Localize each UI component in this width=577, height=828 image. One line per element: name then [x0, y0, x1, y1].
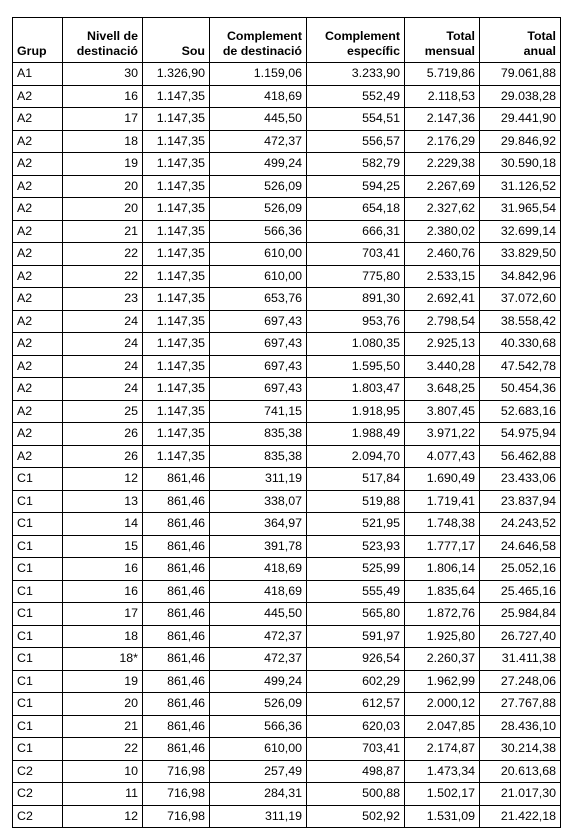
table-row	[13, 63, 561, 86]
cell-total-mensual: 2.380,02	[405, 220, 480, 243]
cell-complement-especific: 775,80	[307, 265, 405, 288]
cell-sou: 1.147,35	[143, 175, 210, 198]
col-header-line: Total	[446, 29, 475, 43]
cell-total-anual: 29.846,92	[480, 130, 561, 153]
cell-complement-destinacio: 1.159,06	[210, 63, 307, 86]
cell-sou: 716,98	[143, 760, 210, 783]
cell-complement-especific: 612,57	[307, 693, 405, 716]
cell-complement-destinacio: 445,50	[210, 603, 307, 626]
cell-complement-destinacio: 653,76	[210, 288, 307, 311]
cell-complement-especific: 1.595,50	[307, 355, 405, 378]
cell-sou: 1.147,35	[143, 288, 210, 311]
cell-nivell: 16	[63, 558, 143, 581]
table-row	[13, 310, 561, 333]
cell-total-mensual: 1.835,64	[405, 580, 480, 603]
cell-total-anual: 79.061,88	[480, 63, 561, 86]
cell-complement-especific: 525,99	[307, 558, 405, 581]
cell-complement-especific: 554,51	[307, 108, 405, 131]
cell-total-anual: 27.248,06	[480, 670, 561, 693]
cell-complement-especific: 519,88	[307, 490, 405, 513]
col-header-line: anual	[523, 44, 556, 58]
cell-complement-especific: 1.918,95	[307, 400, 405, 423]
cell-total-anual: 32.699,14	[480, 220, 561, 243]
cell-total-anual: 47.542,78	[480, 355, 561, 378]
cell-nivell: 26	[63, 423, 143, 446]
cell-complement-especific: 654,18	[307, 198, 405, 221]
cell-complement-especific: 620,03	[307, 715, 405, 738]
cell-grup: A2	[13, 175, 63, 198]
cell-sou: 716,98	[143, 805, 210, 828]
cell-grup: C1	[13, 625, 63, 648]
cell-complement-destinacio: 472,37	[210, 130, 307, 153]
table-row	[13, 738, 561, 761]
cell-complement-destinacio: 610,00	[210, 243, 307, 266]
cell-complement-destinacio: 257,49	[210, 760, 307, 783]
cell-total-mensual: 2.925,13	[405, 333, 480, 356]
cell-complement-destinacio: 499,24	[210, 153, 307, 176]
header-row	[13, 18, 561, 63]
cell-nivell: 11	[63, 783, 143, 806]
table-row	[13, 108, 561, 131]
col-header-line: destinació	[76, 44, 138, 58]
cell-complement-destinacio: 741,15	[210, 400, 307, 423]
cell-complement-especific: 953,76	[307, 310, 405, 333]
col-header-complement-especific	[307, 18, 405, 63]
col-header-line: Nivell de	[87, 29, 138, 43]
cell-nivell: 16	[63, 85, 143, 108]
table-row	[13, 400, 561, 423]
salary-table	[12, 17, 561, 828]
cell-sou: 861,46	[143, 535, 210, 558]
col-header-line: mensual	[424, 44, 475, 58]
cell-total-anual: 56.462,88	[480, 445, 561, 468]
cell-grup: C1	[13, 490, 63, 513]
cell-complement-destinacio: 697,43	[210, 310, 307, 333]
cell-nivell: 16	[63, 580, 143, 603]
cell-nivell: 22	[63, 265, 143, 288]
cell-nivell: 18	[63, 625, 143, 648]
cell-total-mensual: 5.719,86	[405, 63, 480, 86]
cell-grup: C1	[13, 648, 63, 671]
cell-complement-especific: 500,88	[307, 783, 405, 806]
cell-total-mensual: 2.692,41	[405, 288, 480, 311]
cell-sou: 861,46	[143, 738, 210, 761]
cell-nivell: 13	[63, 490, 143, 513]
col-header-sou	[143, 18, 210, 63]
cell-total-anual: 34.842,96	[480, 265, 561, 288]
cell-complement-especific: 565,80	[307, 603, 405, 626]
cell-total-mensual: 1.777,17	[405, 535, 480, 558]
table-row	[13, 535, 561, 558]
cell-total-mensual: 2.176,29	[405, 130, 480, 153]
cell-nivell: 17	[63, 603, 143, 626]
cell-total-mensual: 1.748,38	[405, 513, 480, 536]
cell-grup: A2	[13, 333, 63, 356]
cell-total-anual: 31.126,52	[480, 175, 561, 198]
col-header-grup	[13, 18, 63, 63]
cell-grup: C1	[13, 603, 63, 626]
cell-complement-especific: 891,30	[307, 288, 405, 311]
cell-complement-especific: 703,41	[307, 738, 405, 761]
cell-sou: 861,46	[143, 625, 210, 648]
cell-sou: 716,98	[143, 783, 210, 806]
cell-total-anual: 54.975,94	[480, 423, 561, 446]
cell-complement-especific: 703,41	[307, 243, 405, 266]
table-row	[13, 490, 561, 513]
cell-sou: 861,46	[143, 693, 210, 716]
cell-sou: 1.147,35	[143, 85, 210, 108]
cell-sou: 1.147,35	[143, 400, 210, 423]
cell-complement-destinacio: 418,69	[210, 558, 307, 581]
cell-total-anual: 27.767,88	[480, 693, 561, 716]
cell-complement-destinacio: 364,97	[210, 513, 307, 536]
cell-total-anual: 28.436,10	[480, 715, 561, 738]
cell-total-anual: 37.072,60	[480, 288, 561, 311]
cell-total-mensual: 2.327,62	[405, 198, 480, 221]
salary-table-container	[12, 17, 561, 828]
cell-nivell: 15	[63, 535, 143, 558]
table-row	[13, 130, 561, 153]
cell-complement-especific: 552,49	[307, 85, 405, 108]
cell-total-anual: 29.441,90	[480, 108, 561, 131]
cell-grup: C1	[13, 580, 63, 603]
cell-nivell: 26	[63, 445, 143, 468]
cell-complement-especific: 523,93	[307, 535, 405, 558]
cell-nivell: 23	[63, 288, 143, 311]
cell-total-anual: 40.330,68	[480, 333, 561, 356]
cell-nivell: 24	[63, 355, 143, 378]
cell-sou: 1.147,35	[143, 333, 210, 356]
cell-grup: C2	[13, 783, 63, 806]
cell-sou: 1.147,35	[143, 243, 210, 266]
cell-grup: A1	[13, 63, 63, 86]
cell-nivell: 22	[63, 243, 143, 266]
cell-sou: 861,46	[143, 513, 210, 536]
cell-sou: 1.147,35	[143, 445, 210, 468]
cell-grup: C1	[13, 513, 63, 536]
table-row	[13, 243, 561, 266]
cell-complement-especific: 521,95	[307, 513, 405, 536]
cell-nivell: 24	[63, 310, 143, 333]
cell-grup: C1	[13, 468, 63, 491]
cell-grup: A2	[13, 153, 63, 176]
cell-complement-especific: 602,29	[307, 670, 405, 693]
table-row	[13, 468, 561, 491]
cell-total-mensual: 2.798,54	[405, 310, 480, 333]
cell-grup: A2	[13, 310, 63, 333]
col-header-line: Complement	[226, 29, 302, 43]
col-header-line: específic	[346, 44, 400, 58]
col-header-line: Total	[527, 29, 556, 43]
cell-sou: 1.147,35	[143, 220, 210, 243]
table-row	[13, 513, 561, 536]
cell-total-mensual: 2.000,12	[405, 693, 480, 716]
cell-grup: C1	[13, 670, 63, 693]
cell-total-mensual: 2.047,85	[405, 715, 480, 738]
table-row	[13, 580, 561, 603]
cell-sou: 861,46	[143, 490, 210, 513]
cell-total-mensual: 3.440,28	[405, 355, 480, 378]
cell-complement-destinacio: 610,00	[210, 738, 307, 761]
cell-nivell: 22	[63, 738, 143, 761]
cell-nivell: 20	[63, 693, 143, 716]
cell-complement-especific: 2.094,70	[307, 445, 405, 468]
cell-total-anual: 23.837,94	[480, 490, 561, 513]
cell-complement-destinacio: 472,37	[210, 625, 307, 648]
cell-nivell: 21	[63, 715, 143, 738]
table-row	[13, 558, 561, 581]
cell-total-anual: 31.411,38	[480, 648, 561, 671]
cell-total-anual: 26.727,40	[480, 625, 561, 648]
cell-complement-destinacio: 697,43	[210, 355, 307, 378]
cell-total-anual: 23.433,06	[480, 468, 561, 491]
cell-total-mensual: 3.807,45	[405, 400, 480, 423]
cell-complement-destinacio: 418,69	[210, 85, 307, 108]
cell-total-mensual: 1.806,14	[405, 558, 480, 581]
cell-complement-destinacio: 610,00	[210, 265, 307, 288]
cell-complement-especific: 926,54	[307, 648, 405, 671]
table-row	[13, 355, 561, 378]
cell-sou: 1.147,35	[143, 378, 210, 401]
cell-sou: 861,46	[143, 580, 210, 603]
cell-nivell: 10	[63, 760, 143, 783]
cell-total-anual: 50.454,36	[480, 378, 561, 401]
cell-total-anual: 30.214,38	[480, 738, 561, 761]
cell-sou: 861,46	[143, 648, 210, 671]
cell-complement-especific: 556,57	[307, 130, 405, 153]
table-row	[13, 715, 561, 738]
cell-total-anual: 52.683,16	[480, 400, 561, 423]
cell-grup: A2	[13, 108, 63, 131]
cell-complement-destinacio: 311,19	[210, 468, 307, 491]
cell-complement-destinacio: 311,19	[210, 805, 307, 828]
cell-sou: 1.147,35	[143, 198, 210, 221]
cell-grup: C1	[13, 558, 63, 581]
table-row	[13, 805, 561, 828]
cell-grup: A2	[13, 288, 63, 311]
cell-total-anual: 24.243,52	[480, 513, 561, 536]
cell-total-mensual: 2.229,38	[405, 153, 480, 176]
cell-complement-especific: 1.803,47	[307, 378, 405, 401]
cell-complement-destinacio: 284,31	[210, 783, 307, 806]
table-row	[13, 333, 561, 356]
table-row	[13, 198, 561, 221]
cell-nivell: 20	[63, 198, 143, 221]
cell-sou: 861,46	[143, 670, 210, 693]
cell-total-mensual: 1.872,76	[405, 603, 480, 626]
table-row	[13, 288, 561, 311]
cell-total-mensual: 2.174,87	[405, 738, 480, 761]
cell-total-anual: 20.613,68	[480, 760, 561, 783]
cell-grup: A2	[13, 355, 63, 378]
cell-complement-especific: 517,84	[307, 468, 405, 491]
table-row	[13, 153, 561, 176]
cell-sou: 1.326,90	[143, 63, 210, 86]
cell-grup: C1	[13, 693, 63, 716]
table-row	[13, 378, 561, 401]
cell-sou: 861,46	[143, 715, 210, 738]
cell-total-mensual: 2.533,15	[405, 265, 480, 288]
cell-total-anual: 29.038,28	[480, 85, 561, 108]
table-row	[13, 175, 561, 198]
cell-grup: C1	[13, 535, 63, 558]
cell-total-anual: 25.465,16	[480, 580, 561, 603]
cell-complement-especific: 594,25	[307, 175, 405, 198]
cell-nivell: 30	[63, 63, 143, 86]
cell-complement-destinacio: 566,36	[210, 715, 307, 738]
cell-complement-destinacio: 445,50	[210, 108, 307, 131]
cell-grup: C2	[13, 805, 63, 828]
table-row	[13, 693, 561, 716]
cell-total-mensual: 3.971,22	[405, 423, 480, 446]
table-row	[13, 603, 561, 626]
cell-nivell: 24	[63, 378, 143, 401]
cell-complement-especific: 3.233,90	[307, 63, 405, 86]
col-header-line: Complement	[324, 29, 400, 43]
cell-grup: A2	[13, 243, 63, 266]
table-row	[13, 220, 561, 243]
cell-grup: A2	[13, 423, 63, 446]
col-header-total-anual	[480, 18, 561, 63]
cell-total-anual: 38.558,42	[480, 310, 561, 333]
cell-total-mensual: 2.267,69	[405, 175, 480, 198]
cell-complement-destinacio: 499,24	[210, 670, 307, 693]
cell-total-mensual: 1.925,80	[405, 625, 480, 648]
cell-grup: A2	[13, 130, 63, 153]
table-row	[13, 445, 561, 468]
table-body	[13, 63, 561, 828]
cell-nivell: 12	[63, 468, 143, 491]
cell-total-mensual: 2.260,37	[405, 648, 480, 671]
cell-sou: 861,46	[143, 558, 210, 581]
cell-nivell: 19	[63, 153, 143, 176]
cell-total-mensual: 4.077,43	[405, 445, 480, 468]
cell-total-mensual: 2.147,36	[405, 108, 480, 131]
cell-complement-especific: 555,49	[307, 580, 405, 603]
cell-grup: C1	[13, 738, 63, 761]
table-row	[13, 648, 561, 671]
col-header-line: Grup	[17, 44, 47, 58]
cell-sou: 861,46	[143, 468, 210, 491]
cell-sou: 1.147,35	[143, 153, 210, 176]
cell-nivell: 19	[63, 670, 143, 693]
cell-sou: 1.147,35	[143, 265, 210, 288]
cell-total-mensual: 1.962,99	[405, 670, 480, 693]
cell-complement-especific: 498,87	[307, 760, 405, 783]
cell-complement-especific: 582,79	[307, 153, 405, 176]
cell-complement-destinacio: 526,09	[210, 198, 307, 221]
cell-grup: A2	[13, 400, 63, 423]
cell-sou: 1.147,35	[143, 108, 210, 131]
cell-complement-destinacio: 566,36	[210, 220, 307, 243]
table-row	[13, 265, 561, 288]
cell-grup: C2	[13, 760, 63, 783]
col-header-total-mensual	[405, 18, 480, 63]
cell-total-anual: 24.646,58	[480, 535, 561, 558]
table-row	[13, 85, 561, 108]
cell-complement-destinacio: 835,38	[210, 423, 307, 446]
cell-total-mensual: 1.473,34	[405, 760, 480, 783]
cell-total-mensual: 1.719,41	[405, 490, 480, 513]
cell-complement-destinacio: 526,09	[210, 693, 307, 716]
cell-complement-destinacio: 697,43	[210, 333, 307, 356]
cell-total-mensual: 3.648,25	[405, 378, 480, 401]
cell-total-anual: 21.422,18	[480, 805, 561, 828]
col-header-nivell-destinacio	[63, 18, 143, 63]
cell-nivell: 18	[63, 130, 143, 153]
cell-nivell: 17	[63, 108, 143, 131]
cell-total-anual: 25.984,84	[480, 603, 561, 626]
cell-grup: A2	[13, 85, 63, 108]
cell-total-mensual: 2.460,76	[405, 243, 480, 266]
cell-total-anual: 25.052,16	[480, 558, 561, 581]
col-header-line: de destinació	[222, 44, 302, 58]
cell-total-mensual: 1.531,09	[405, 805, 480, 828]
table-row	[13, 423, 561, 446]
cell-total-mensual: 1.690,49	[405, 468, 480, 491]
cell-complement-especific: 502,92	[307, 805, 405, 828]
cell-nivell: 18*	[63, 648, 143, 671]
cell-grup: A2	[13, 265, 63, 288]
cell-complement-especific: 666,31	[307, 220, 405, 243]
table-row	[13, 625, 561, 648]
cell-complement-destinacio: 697,43	[210, 378, 307, 401]
cell-total-anual: 31.965,54	[480, 198, 561, 221]
cell-total-anual: 30.590,18	[480, 153, 561, 176]
cell-nivell: 25	[63, 400, 143, 423]
cell-nivell: 14	[63, 513, 143, 536]
table-row	[13, 760, 561, 783]
cell-grup: A2	[13, 378, 63, 401]
cell-nivell: 20	[63, 175, 143, 198]
cell-complement-especific: 591,97	[307, 625, 405, 648]
cell-complement-destinacio: 418,69	[210, 580, 307, 603]
cell-complement-destinacio: 338,07	[210, 490, 307, 513]
cell-complement-destinacio: 391,78	[210, 535, 307, 558]
cell-complement-destinacio: 472,37	[210, 648, 307, 671]
table-row	[13, 670, 561, 693]
col-header-line: Sou	[181, 44, 205, 58]
cell-nivell: 12	[63, 805, 143, 828]
cell-total-anual: 33.829,50	[480, 243, 561, 266]
cell-complement-destinacio: 835,38	[210, 445, 307, 468]
cell-nivell: 21	[63, 220, 143, 243]
cell-complement-especific: 1.080,35	[307, 333, 405, 356]
cell-complement-especific: 1.988,49	[307, 423, 405, 446]
cell-sou: 1.147,35	[143, 310, 210, 333]
table-row	[13, 783, 561, 806]
cell-grup: A2	[13, 220, 63, 243]
col-header-complement-destinacio	[210, 18, 307, 63]
cell-sou: 1.147,35	[143, 355, 210, 378]
cell-complement-destinacio: 526,09	[210, 175, 307, 198]
cell-total-anual: 21.017,30	[480, 783, 561, 806]
cell-sou: 1.147,35	[143, 423, 210, 446]
cell-nivell: 24	[63, 333, 143, 356]
cell-total-mensual: 2.118,53	[405, 85, 480, 108]
cell-sou: 1.147,35	[143, 130, 210, 153]
cell-grup: A2	[13, 198, 63, 221]
cell-grup: C1	[13, 715, 63, 738]
cell-total-mensual: 1.502,17	[405, 783, 480, 806]
cell-sou: 861,46	[143, 603, 210, 626]
cell-grup: A2	[13, 445, 63, 468]
